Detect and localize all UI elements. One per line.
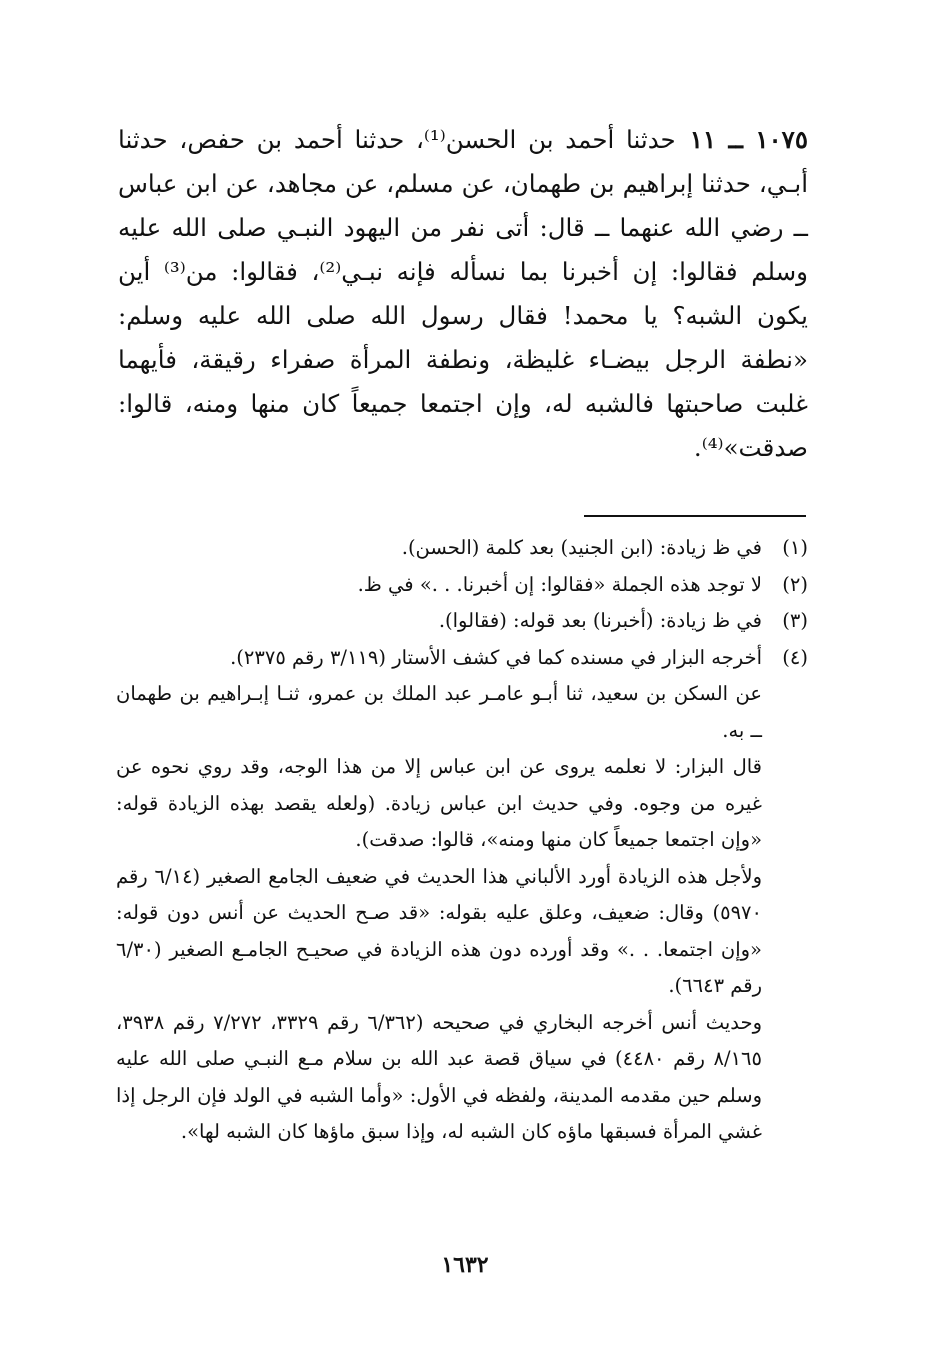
hadith-text-block bbox=[118, 118, 808, 470]
footnote-number: (١) bbox=[782, 536, 808, 559]
footnote-4-continuation-3: ولأجل هذه الزيادة أورد الألباني هذا الحديث في ضعيف الجامع الصغير (٦/١٤ رقم ٥٩٧٠) وقال: ضعيف، وعلق عليه بقوله: «قد صـح الحديث عن أنس دون قوله: «وإن اجتمعا. . .» وقد أورده دون هذه الزيادة في صحيـح الجامـع الصغير (٦/٣٠ رقم ٦٦٤٣). bbox=[116, 864, 762, 997]
footnote-number: (٣) bbox=[782, 609, 808, 632]
footnote-text: لا توجد هذه الجملة «فقالوا: إن أخبرنا. . .» في ظ. bbox=[357, 572, 762, 596]
footnote-4-continuation-4: وحديث أنس أخرجه البخاري في صحيحه (٦/٣٦٢ رقم ٣٣٢٩، ٧/٢٧٢ رقم ٣٩٣٨، ٨/١٦٥ رقم ٤٤٨٠) في سياق قصة عبد الله بن سلام مـع النبـي صلى الله عليه وسلم حين مقدمه المدينة، ولفظه في الأول: «وأما الشبه في الولد فإن الرجل إذا غشي المرأة فسبقها ماؤه كان الشبه له، وإذا سبق ماؤها كان الشبه لها». bbox=[116, 1010, 762, 1143]
footnote-4-continuation-1: عن السكن بن سعيد، ثنا أبـو عامـر عبد الملك بن عمرو، ثنـا إبـراهيم بن طهمان ــ به. bbox=[116, 682, 762, 742]
footnote-1 bbox=[116, 530, 808, 567]
hadith-body: حدثنا أحمد بن الحسن⁽¹⁾، حدثنا أحمد بن حفص، حدثنا أبـي، حدثنا إبراهيم بن طهمان، عن مسلم، عن مجاهد، عن ابن عباس ــ رضي الله عنهما ــ قال: أتى نفر من اليهود النبـي صلى الله عليه وسلم فقالوا: إن أخبرنا بما نسأله فإنه نبـي⁽²⁾، فقالوا: من⁽³⁾ أين يكون الشبه؟ يا محمد! فقال رسول الله صلى الله عليه وسلم: «نطفة الرجل بيضـاء غليظة، ونطفة المرأة صفراء رقيقة، فأيهما غلبت صاحبتها فالشبه له، وإن اجتمعا جميعاً كان منها ومنه، قالوا: صدقت»⁽⁴⁾. bbox=[118, 125, 808, 462]
footnote-4-continuation-2: قال البزار: لا نعلمه يروى عن ابن عباس إلا من هذا الوجه، وقد روي نحوه عن غيره من وجوه. وفي حديث ابن عباس زيادة. (ولعله يقصد بهذه الزيادة قوله: «وإن اجتمعا جميعاً كان منها ومنه»، قالوا: صدقت). bbox=[116, 755, 762, 851]
page-number: ١٦٣٢ bbox=[441, 1252, 489, 1278]
footnote-text: في ظ زيادة: (ابن الجنيد) بعد كلمة (الحسن). bbox=[401, 536, 762, 559]
footnote-number: (٤) bbox=[782, 645, 808, 669]
footnote-text: في ظ زيادة: (أخبرنا) بعد قوله: (فقالوا). bbox=[438, 609, 762, 632]
footnote-2 bbox=[116, 567, 808, 604]
footnote-text: أخرجه البزار في مسنده كما في كشف الأستار (٣/١١٩ رقم ٢٣٧٥). bbox=[230, 645, 762, 669]
footnote-4 bbox=[116, 640, 808, 677]
hadith-number: ١٠٧٥ ــ ١١ bbox=[689, 125, 808, 154]
footnote-number: (٢) bbox=[782, 572, 808, 596]
footnote-3 bbox=[116, 603, 808, 640]
footnotes-section bbox=[116, 530, 808, 1151]
footnote-divider bbox=[584, 515, 806, 517]
